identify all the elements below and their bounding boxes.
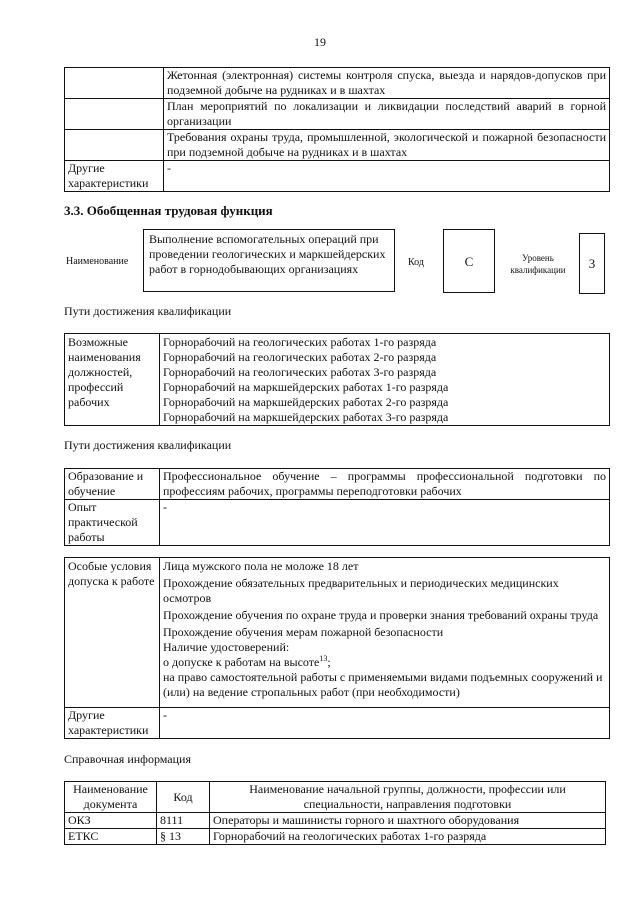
code-box (443, 229, 495, 293)
level-box (579, 233, 605, 294)
condition-height-line (163, 655, 606, 670)
condition-lifting-line: на право самостоятельной работы с применяемыми видами подъемных сооружений и (или) на ведение стропальных работ (при необходимости) (163, 670, 603, 699)
code-value: С (464, 253, 474, 269)
ref-code-etks: § 13 (157, 829, 210, 845)
paths-title-1: Пути достижения квалификации (64, 304, 232, 318)
position-item: Горнорабочий на маркшейдерских работах 1-го разряда (163, 380, 449, 394)
footnote-marker: 13 (319, 654, 328, 663)
condition-line: Наличие удостоверений: (163, 640, 290, 654)
ref-name-okz: Операторы и машинисты горного и шахтного оборудования (210, 813, 606, 829)
education-value: Профессиональное обучение – программы профессиональной подготовки по профессиям рабочих, программы переподготовки рабочих (160, 469, 610, 500)
condition-line: Прохождение обучения мерам пожарной безопасности (163, 625, 444, 639)
section-title: 3.3. Обобщенная трудовая функция (64, 203, 273, 218)
position-item: Горнорабочий на маркшейдерских работах 3-го разряда (163, 410, 449, 424)
other-characteristics-value: - (164, 161, 610, 192)
paths-title-2: Пути достижения квалификации (64, 438, 232, 452)
ref-header-code: Код (157, 782, 210, 813)
conditions-label: Особые условия допуска к работе (65, 558, 160, 708)
ref-code-okz: 8111 (157, 813, 210, 829)
condition-line: Прохождение обучения по охране труда и проверки знания требований охраны труда (163, 608, 599, 622)
education-table (64, 468, 610, 546)
ref-header-name: Наименование начальной группы, должности, профессии или специальности, направления подготовки (210, 782, 606, 813)
code-label: Код (408, 257, 424, 268)
function-name-box (143, 229, 395, 292)
level-value: 3 (588, 256, 596, 271)
education-label: Образование и обучение (65, 469, 160, 500)
function-name-value: Выполнение вспомогательных операций при проведении геологических и маркшейдерских работ в горнодобывающих организациях (149, 232, 386, 276)
conditions-table (64, 557, 610, 739)
conditions-other-value: - (160, 708, 610, 739)
page-number: 19 (314, 35, 326, 49)
top-characteristics-table (64, 67, 610, 192)
position-item: Горнорабочий на геологических работах 2-го разряда (163, 350, 437, 364)
condition-line: Лица мужского пола не моложе 18 лет (163, 559, 359, 573)
knowledge-row-1: Жетонная (электронная) системы контроля спуска, выезда и нарядов-допусков при подземной добыче на рудниках и в шахтах (164, 68, 610, 99)
experience-label: Опыт практической работы (65, 500, 160, 546)
position-item: Горнорабочий на маркшейдерских работах 2-го разряда (163, 395, 449, 409)
other-characteristics-label: Другие характеристики (65, 161, 164, 192)
function-name-label: Наименование (66, 256, 129, 267)
reference-title: Справочная информация (64, 752, 191, 766)
height-text: о допуске к работам на высоте (163, 655, 320, 669)
ref-doc-etks: ЕТКС (65, 829, 157, 845)
knowledge-row-2: План мероприятий по локализации и ликвидации последствий аварий в горной организации (164, 99, 610, 130)
position-item: Горнорабочий на геологических работах 1-го разряда (163, 335, 437, 349)
reference-table (64, 781, 606, 845)
knowledge-row-3: Требования охраны труда, промышленной, экологической и пожарной безопасности при подземной добыче на рудниках и в шахтах (164, 130, 610, 161)
ref-doc-okz: ОКЗ (65, 813, 157, 829)
ref-header-document: Наименование документа (65, 782, 157, 813)
conditions-other-label: Другие характеристики (65, 708, 160, 739)
positions-table (64, 333, 610, 426)
experience-value: - (160, 500, 610, 546)
position-item: Горнорабочий на геологических работах 3-го разряда (163, 365, 437, 379)
ref-name-etks: Горнорабочий на геологических работах 1-го разряда (210, 829, 606, 845)
level-label: Уровень квалификации (510, 253, 566, 275)
positions-label: Возможные наименования должностей, профессий рабочих (65, 334, 160, 426)
condition-line: Прохождение обязательных предварительных и периодических медицинских осмотров (163, 576, 559, 605)
height-suffix: ; (327, 655, 331, 669)
